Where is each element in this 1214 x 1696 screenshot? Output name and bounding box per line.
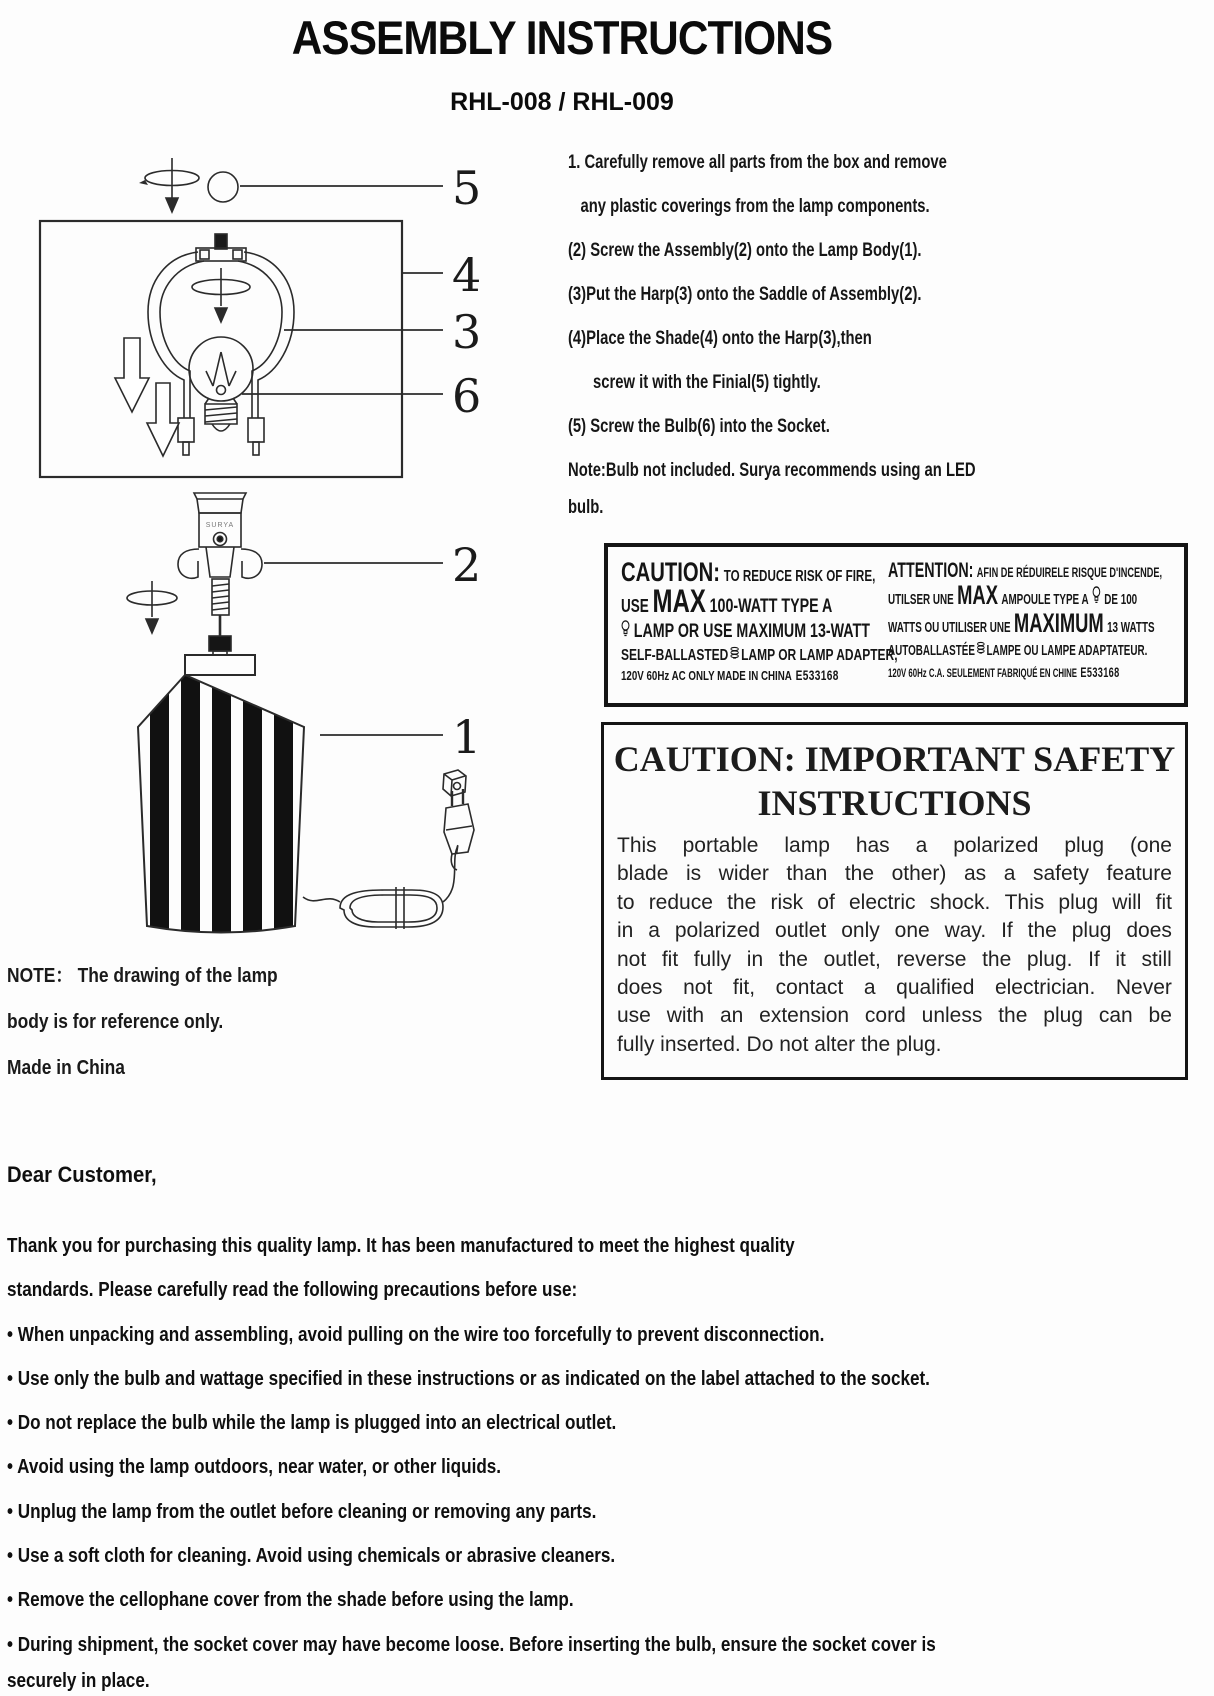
caution-max: MAX xyxy=(957,580,998,610)
safety-paragraph-line: to reduce the risk of electric shock. This plug will fit xyxy=(617,890,1172,914)
step-line: screw it with the Finial(5) tightly. xyxy=(592,372,821,393)
step-line: any plastic coverings from the lamp components. xyxy=(580,196,930,217)
assembly-diagram xyxy=(0,140,530,940)
caution-max: MAXIMUM xyxy=(1013,608,1104,638)
caution-text: UTILSER UNE xyxy=(888,592,954,608)
socket-brand-text: SURYA xyxy=(205,522,235,529)
plug-drawing xyxy=(443,770,474,870)
precaution-bullet: • When unpacking and assembling, avoid pulling on the wire too forcefully to prevent disconnection. xyxy=(7,1323,825,1346)
part-label-1: 1 xyxy=(452,710,482,764)
precaution-bullet: • Unplug the lamp from the outlet before cleaning or removing any parts. xyxy=(7,1500,597,1523)
part-label-4: 4 xyxy=(452,248,482,302)
caution-text: LAMPE OU LAMPE ADAPTATEUR. xyxy=(986,643,1148,659)
safety-paragraph-line: fully inserted. Do not alter the plug. xyxy=(617,1032,942,1056)
assembly-steps xyxy=(568,141,1091,523)
caution-text: DE 100 xyxy=(1104,592,1138,608)
caution-fr-column xyxy=(888,554,1188,680)
safety-instructions-box xyxy=(601,722,1188,1080)
wattage-caution-label xyxy=(604,543,1188,707)
safety-title-line: CAUTION: IMPORTANT SAFETY xyxy=(613,739,1176,779)
safety-paragraph xyxy=(617,832,1172,1059)
power-cord-drawing xyxy=(303,846,458,929)
certification-number: E533168 xyxy=(1080,665,1120,680)
step-line: (5) Screw the Bulb(6) into the Socket. xyxy=(568,416,830,437)
safety-paragraph-line: blade is wider than the other) as a safety feature xyxy=(617,862,1172,886)
bulb-icon xyxy=(1092,586,1101,604)
step-line: Note:Bulb not included. Surya recommends using an LED xyxy=(568,460,976,481)
step-line: (4)Place the Shade(4) onto the Harp(3),then xyxy=(568,328,872,349)
finial-rotation-arrow-icon xyxy=(139,158,199,212)
step-line: (2) Screw the Assembly(2) onto the Lamp Body(1). xyxy=(568,240,922,261)
precaution-bullet: • Use a soft cloth for cleaning. Avoid using chemicals or abrasive cleaners. xyxy=(7,1545,616,1568)
caution-max: MAX xyxy=(652,583,706,619)
caution-text: LAMP OR LAMP ADAPTER, xyxy=(741,647,898,664)
part-label-6: 6 xyxy=(452,369,482,423)
finial-ball xyxy=(208,172,238,202)
part-label-5: 5 xyxy=(452,161,482,215)
reference-note xyxy=(7,953,318,1091)
caution-text: AUTOBALLASTÉE xyxy=(888,643,975,659)
caution-heading: ATTENTION: xyxy=(888,559,974,582)
caution-text: 100-WATT TYPE A xyxy=(709,596,833,617)
step-line: (3)Put the Harp(3) onto the Saddle of Assembly(2). xyxy=(568,284,922,305)
caution-text: USE xyxy=(621,596,649,616)
bulb-rotation-arrow-icon xyxy=(192,268,250,322)
lamp-body-drawing xyxy=(138,655,304,940)
note-line: NOTE： The drawing of the lamp xyxy=(7,965,278,987)
model-number: RHL-008 / RHL-009 xyxy=(450,88,674,116)
cfl-bulb-icon xyxy=(976,640,985,655)
shade-outline xyxy=(40,221,402,477)
made-in-china: Made in China xyxy=(7,1057,125,1079)
caution-text: WATTS OU UTILISER UNE xyxy=(888,620,1011,636)
socket-assembly-drawing xyxy=(178,493,262,660)
precaution-bullet-continuation: securely in place. xyxy=(7,1669,150,1692)
bulb-icon xyxy=(621,620,630,637)
part-label-2: 2 xyxy=(452,538,482,592)
precaution-bullet: • Avoid using the lamp outdoors, near water, or other liquids. xyxy=(7,1456,502,1479)
part-label-3: 3 xyxy=(452,305,482,359)
certification-number: E533168 xyxy=(795,668,839,683)
step-line: 1. Carefully remove all parts from the box and remove xyxy=(568,152,947,173)
caution-text: TO REDUCE RISK OF FIRE, xyxy=(723,568,876,585)
caution-text: AMPOULE TYPE A xyxy=(1001,592,1089,608)
cfl-bulb-icon xyxy=(730,645,740,660)
safety-paragraph-line: use with an extension cord unless the plug can be xyxy=(617,1004,1172,1028)
precaution-bullet: • Use only the bulb and wattage specified in these instructions or as indicated on the label attached to the socket. xyxy=(7,1367,930,1390)
caution-text: 13 WATTS xyxy=(1107,620,1155,636)
caution-text: SELF-BALLASTED xyxy=(621,647,729,664)
safety-paragraph-line: in a polarized outlet only one way. If the plug does xyxy=(617,919,1172,943)
customer-line: standards. Please carefully read the following precautions before use: xyxy=(7,1279,578,1302)
page-title: ASSEMBLY INSTRUCTIONS xyxy=(291,11,833,64)
bulb-drawing xyxy=(189,337,253,431)
safety-paragraph-line: does not fit, contact a qualified electrician. Never xyxy=(617,976,1172,1000)
precaution-bullet: • Do not replace the bulb while the lamp is plugged into an electrical outlet. xyxy=(7,1412,617,1435)
caution-text: AFIN DE RÉDUIRELE RISQUE D'INCENDE, xyxy=(976,565,1163,580)
safety-title-line: INSTRUCTIONS xyxy=(757,783,1032,823)
socket-rotation-arrow-icon xyxy=(127,581,177,633)
caution-heading: CAUTION: xyxy=(621,557,720,587)
down-arrow-icon xyxy=(115,338,149,412)
salutation: Dear Customer, xyxy=(7,1162,157,1187)
note-line: body is for reference only. xyxy=(7,1011,224,1033)
precaution-bullet: • Remove the cellophane cover from the shade before using the lamp. xyxy=(7,1589,574,1612)
precaution-bullet: • During shipment, the socket cover may have become loose. Before inserting the bulb, ensure the socket cover is xyxy=(7,1633,936,1656)
safety-paragraph-line: not fit fully in the outlet, reverse the plug. If it still xyxy=(617,947,1172,971)
caution-text: LAMP OR USE MAXIMUM 13-WATT xyxy=(633,621,870,642)
caution-text: 120V 60Hz C.A. SEULEMENT FABRIQUÉ EN CHINE xyxy=(888,668,1078,680)
safety-paragraph-line: This portable lamp has a polarized plug (one xyxy=(617,834,1172,857)
down-arrow-icon xyxy=(147,383,179,456)
caution-text: 120V 60Hz AC ONLY MADE IN CHINA xyxy=(621,668,792,683)
customer-letter xyxy=(7,1160,1093,1696)
customer-line: Thank you for purchasing this quality lamp. It has been manufactured to meet the highest quality xyxy=(7,1235,795,1257)
step-line: bulb. xyxy=(568,497,604,518)
